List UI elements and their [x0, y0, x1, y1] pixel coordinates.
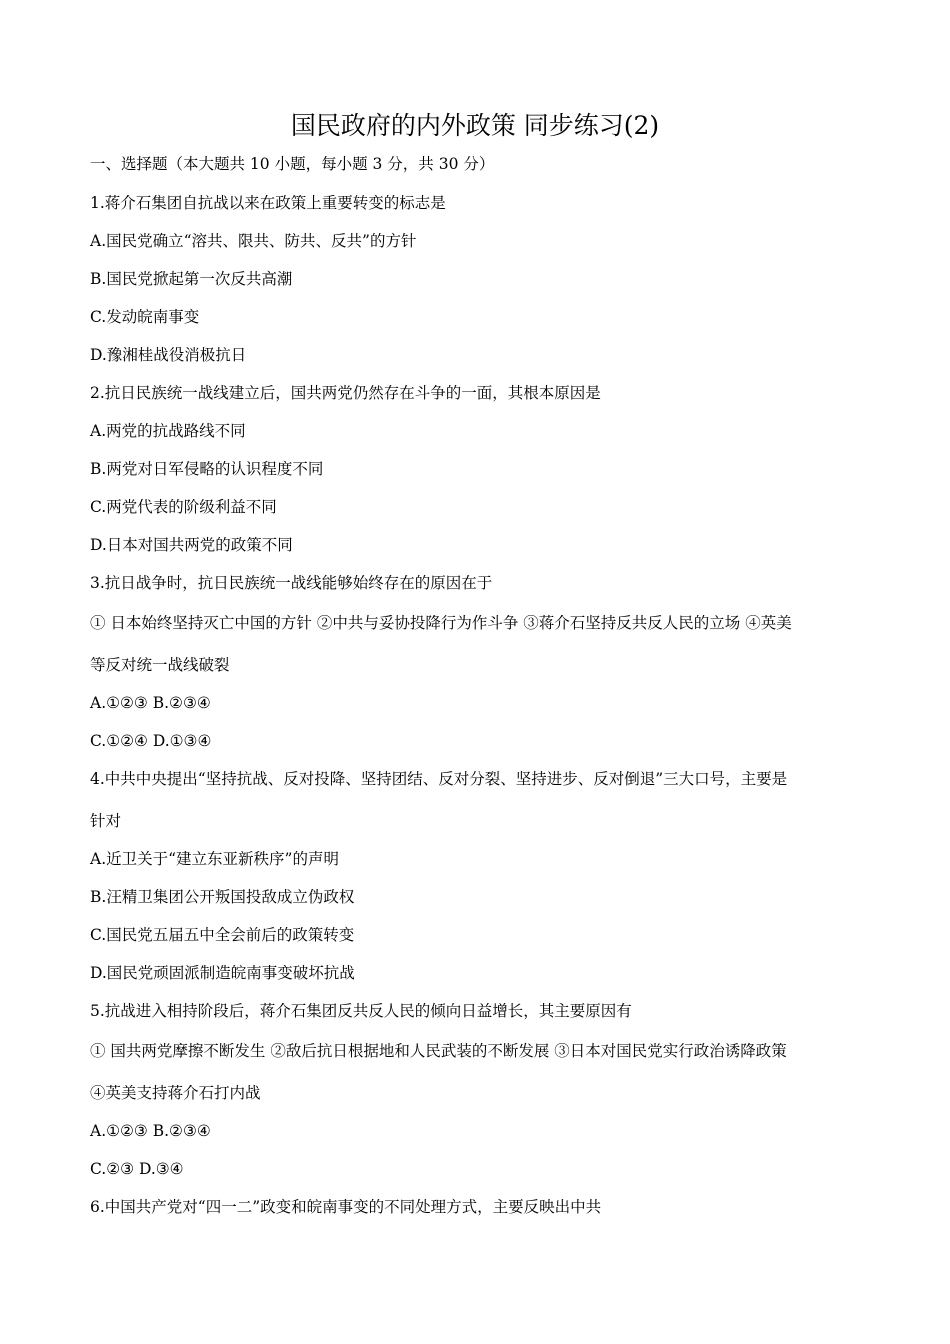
question-2-option-c: C.两党代表的阶级利益不同 [90, 498, 277, 516]
question-3-statements: ① 日本始终坚持灭亡中国的方针 ②中共与妥协投降行为作斗争 ③蒋介石坚持反共反人民的立场 ④英美 [90, 614, 792, 632]
question-3-options-ab: A.①②③ B.②③④ [90, 694, 211, 712]
question-5-options-ab: A.①②③ B.②③④ [90, 1122, 211, 1140]
question-3-statements-cont: 等反对统一战线破裂 [90, 656, 230, 674]
question-5-statements: ① 国共两党摩擦不断发生 ②敌后抗日根据地和人民武装的不断发展 ③日本对国民党实行政治诱降政策 [90, 1042, 787, 1060]
question-5-statements-cont: ④英美支持蒋介石打内战 [90, 1084, 261, 1102]
question-2-stem: 2.抗日民族统一战线建立后，国共两党仍然存在斗争的一面，其根本原因是 [90, 384, 601, 402]
question-1-option-c: C.发动皖南事变 [90, 308, 200, 326]
question-4-option-b: B.汪精卫集团公开叛国投敌成立伪政权 [90, 888, 355, 906]
question-1-option-d: D.豫湘桂战役消极抗日 [90, 346, 247, 364]
question-5-stem: 5.抗战进入相持阶段后，蒋介石集团反共反人民的倾向日益增长，其主要原因有 [90, 1002, 632, 1020]
question-5-options-cd: C.②③ D.③④ [90, 1160, 184, 1178]
question-4-stem-cont: 针对 [90, 812, 122, 830]
question-2-option-d: D.日本对国共两党的政策不同 [90, 536, 293, 554]
question-4-option-c: C.国民党五届五中全会前后的政策转变 [90, 926, 355, 944]
section-heading: 一、选择题（本大题共 10 小题，每小题 3 分，共 30 分） [90, 155, 495, 173]
question-1-option-a: A.国民党确立“溶共、限共、防共、反共”的方针 [90, 232, 417, 250]
question-4-stem: 4.中共中央提出“坚持抗战、反对投降、坚持团结、反对分裂、坚持进步、反对倒退”三大口号，主要是 [90, 770, 788, 788]
question-1-stem: 1.蒋介石集团自抗战以来在政策上重要转变的标志是 [90, 194, 446, 212]
question-4-option-d: D.国民党顽固派制造皖南事变破坏抗战 [90, 964, 355, 982]
question-3-options-cd: C.①②④ D.①③④ [90, 732, 212, 750]
question-6-stem: 6.中国共产党对“四一二”政变和皖南事变的不同处理方式，主要反映出中共 [90, 1198, 602, 1216]
question-4-option-a: A.近卫关于“建立东亚新秩序”的声明 [90, 850, 339, 868]
page-title: 国民政府的内外政策 同步练习(2) [290, 111, 660, 140]
question-2-option-b: B.两党对日军侵略的认识程度不同 [90, 460, 324, 478]
question-2-option-a: A.两党的抗战路线不同 [90, 422, 246, 440]
question-3-stem: 3.抗日战争时，抗日民族统一战线能够始终存在的原因在于 [90, 574, 493, 592]
question-1-option-b: B.国民党掀起第一次反共高潮 [90, 270, 293, 288]
